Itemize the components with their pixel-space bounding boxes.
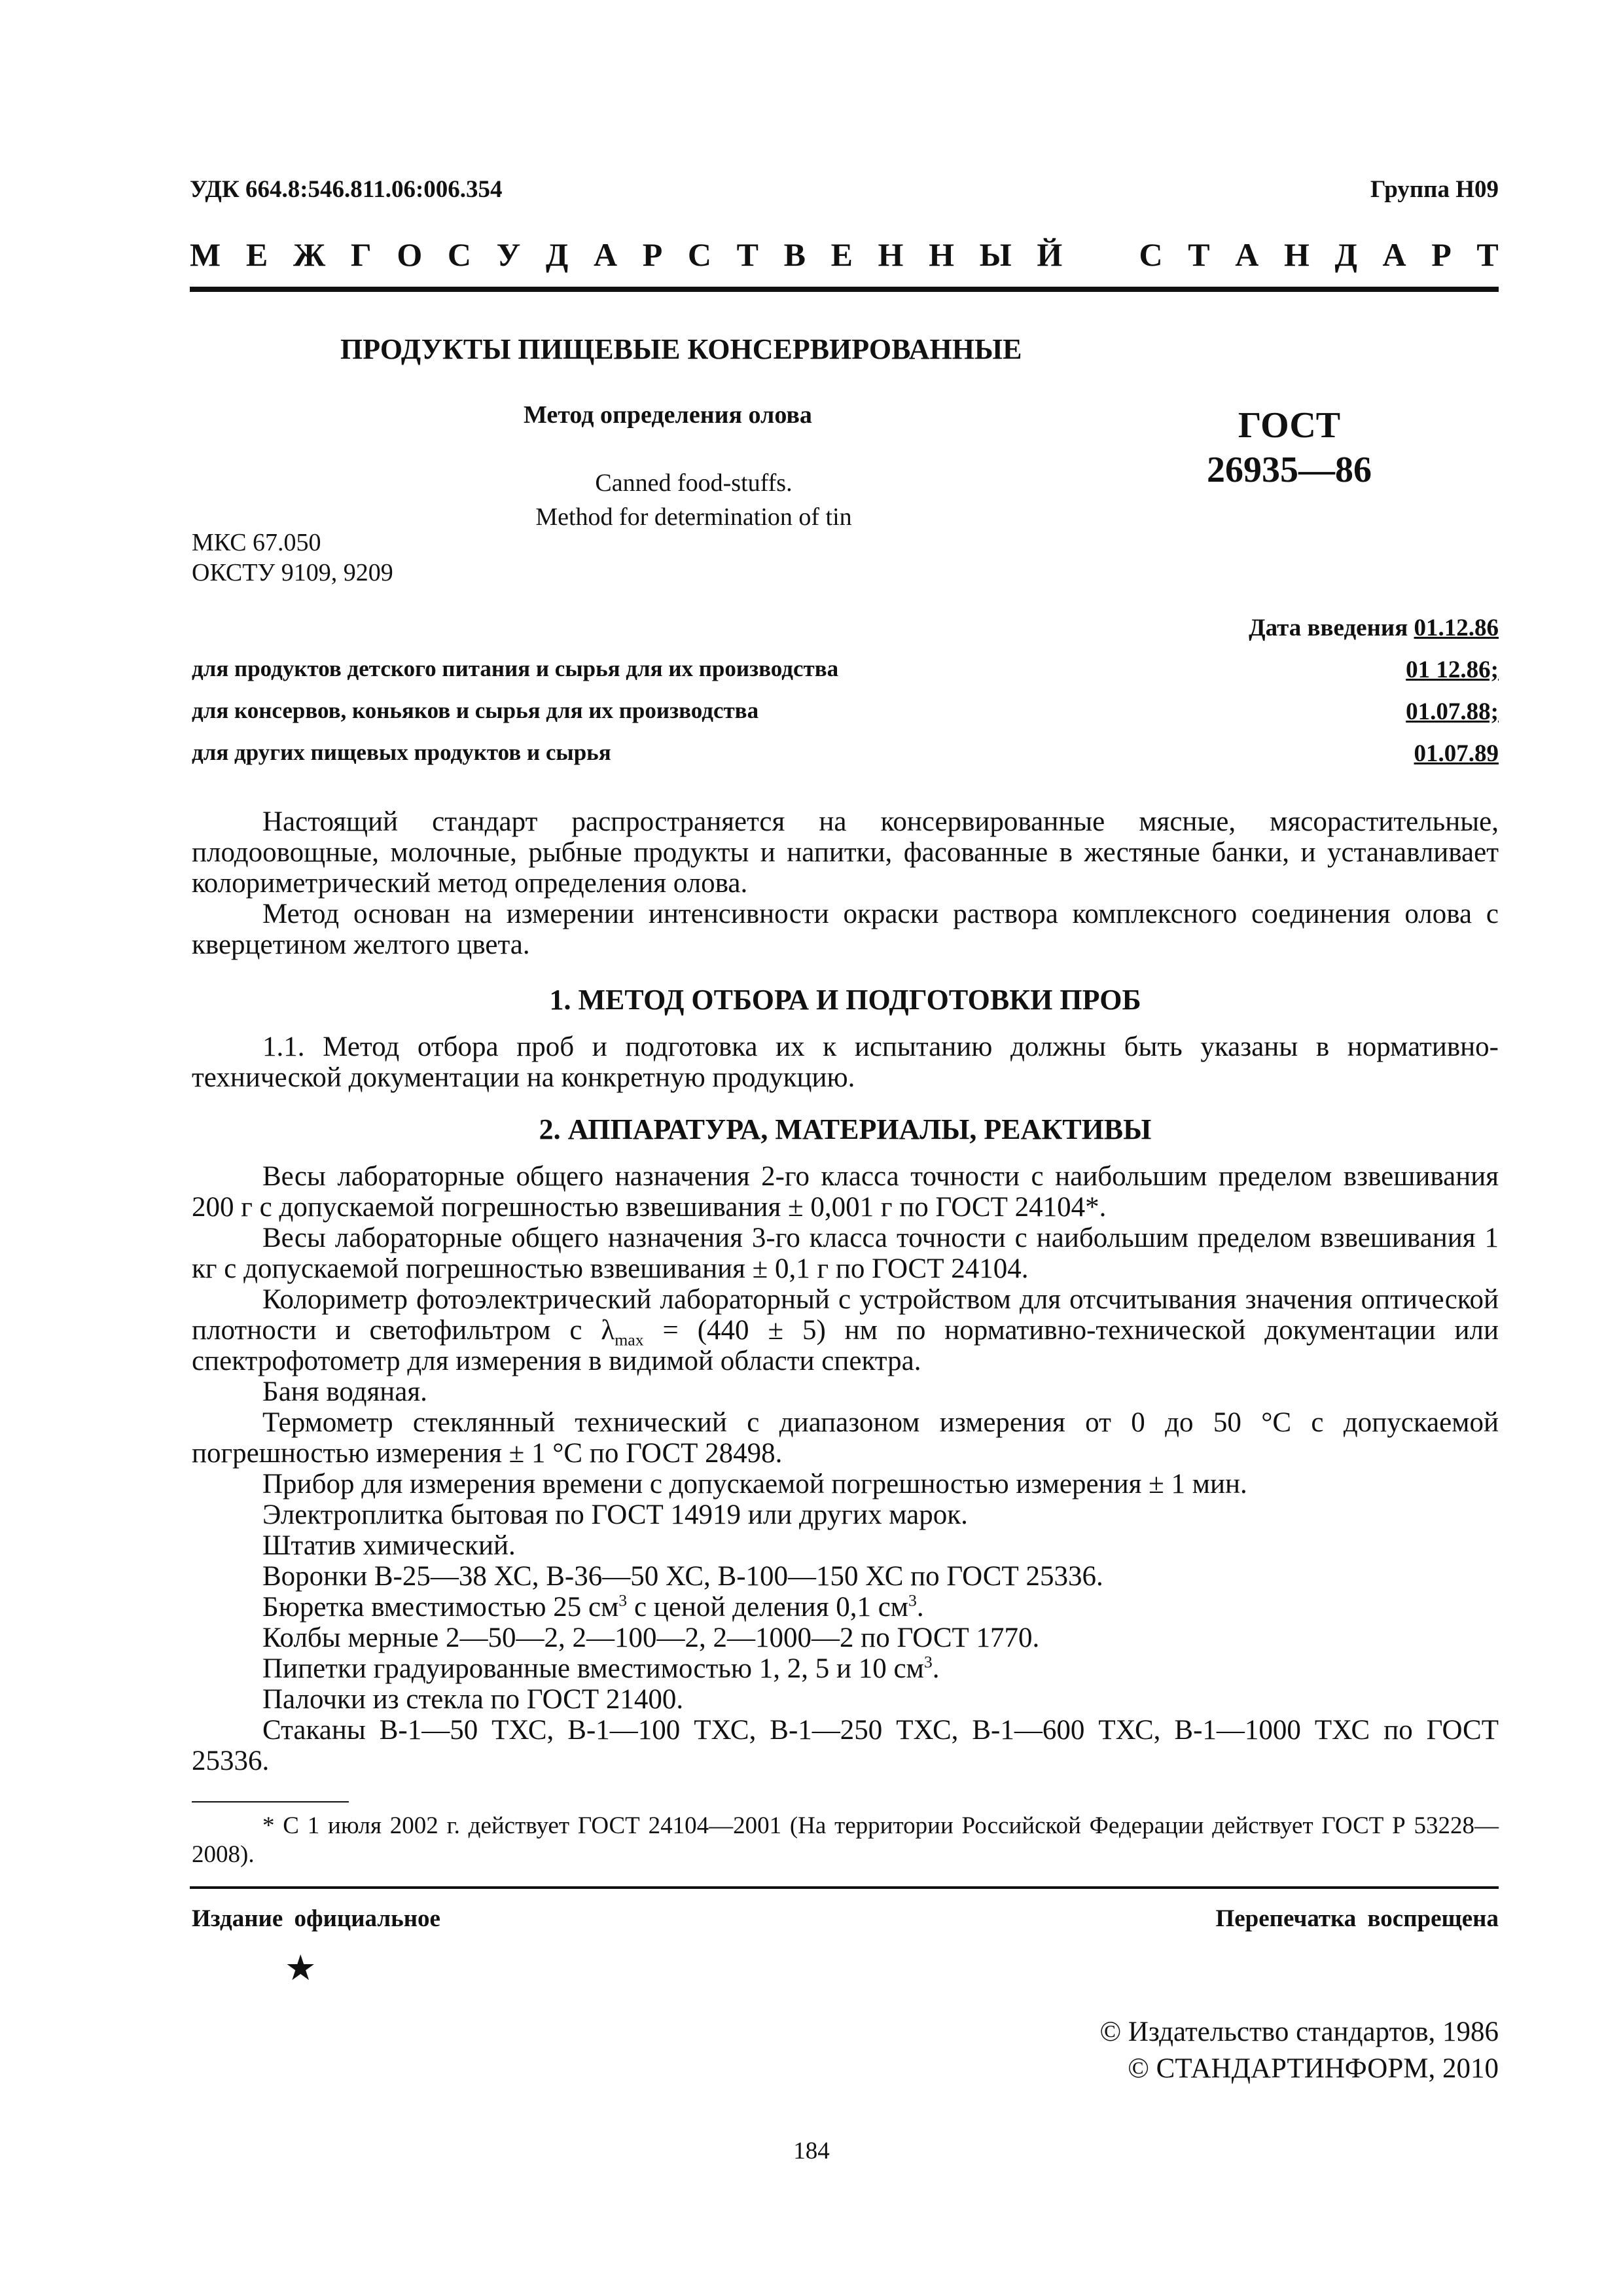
footnote-separator (192, 1801, 349, 1803)
english-title (510, 466, 877, 534)
english-title-line2: Method for determination of tin (535, 503, 852, 531)
date-row (192, 656, 1499, 684)
equipment-item: Воронки В-25—38 ХС, В-36—50 ХС, В-100—150 ХС по ГОСТ 25336. (262, 1561, 1103, 1592)
banner-letter: А (1382, 236, 1406, 273)
banner-letter: У (496, 236, 521, 273)
english-title-line1: Canned food-stuffs. (595, 469, 793, 497)
banner-letter: Р (1431, 236, 1452, 273)
group-code: Группа Н09 (1370, 176, 1499, 203)
banner-letter: Н (929, 236, 954, 273)
equipment-list (192, 1161, 1499, 1776)
reprint-prohibited-label: Перепечатка воспрещена (1215, 1905, 1499, 1932)
banner-letter: С (687, 236, 711, 273)
date-row-value: 01.07.88; (1406, 698, 1499, 725)
banner-letter: Р (642, 236, 663, 273)
date-row-label: для других пищевых продуктов и сырья (192, 740, 611, 765)
lambda-subscript: max (615, 1330, 644, 1350)
copyright-line: © Издательство стандартов, 1986 (1099, 2017, 1499, 2047)
pipettes-text-b: . (932, 1653, 940, 1684)
equipment-item: Баня водяная. (262, 1376, 427, 1407)
superscript-3: 3 (908, 1590, 917, 1610)
banner-letter: Т (736, 236, 758, 273)
banner-letter: А (593, 236, 618, 273)
banner-letter: Е (245, 236, 268, 273)
star-icon: ★ (285, 1948, 317, 1988)
equipment-item (192, 1653, 1499, 1684)
banner-letter: А (1235, 236, 1259, 273)
header-rule (190, 287, 1499, 292)
banner-letter: Т (1188, 236, 1210, 273)
colorimeter-text-a: Колориметр фотоэлектрический лабораторный с устройством для отсчитывания значения оптической плотности и светофильтром с λ (192, 1284, 1499, 1346)
banner-letter: О (397, 236, 423, 273)
section1-heading: 1. МЕТОД ОТБОРА И ПОДГОТОВКИ ПРОБ (549, 984, 1141, 1016)
udk-code: УДК 664.8:546.811.06:006.354 (190, 176, 503, 203)
superscript-3: 3 (923, 1652, 933, 1672)
equipment-item: Электроплитка бытовая по ГОСТ 14919 или других марок. (262, 1499, 968, 1530)
intro-paragraph-method: Метод основан на измерении интенсивности окраски раствора комплексного соединения олова с кверцетином желтого цвета. (192, 899, 1499, 960)
intro-text (192, 806, 1499, 960)
banner-letter: М (190, 236, 221, 273)
superscript-3: 3 (618, 1590, 628, 1610)
footnote: * С 1 июля 2002 г. действует ГОСТ 24104—2001 (На территории Российской Федерации действует ГОСТ Р 53228—2008). (192, 1812, 1499, 1868)
banner-letter: Д (545, 236, 569, 273)
intro-paragraph-scope: Настоящий стандарт распространяется на консервированные мясные, мясорастительные, плодоовощные, молочные, рыбные продукты и напитки, фасованные в жестяные банки, и устанавливает колориметрический метод определения олова. (192, 806, 1499, 899)
date-row-label: для консервов, коньяков и сырья для их производства (192, 698, 759, 723)
section2-heading: 2. АППАРАТУРА, МАТЕРИАЛЫ, РЕАКТИВЫ (539, 1113, 1152, 1145)
classification-codes (192, 528, 584, 588)
date-row-value: 01.07.89 (1414, 740, 1499, 767)
introduction-date-label: Дата введения (1249, 615, 1408, 641)
official-edition-label: Издание официальное (192, 1905, 440, 1932)
equipment-item: Колбы мерные 2—50—2, 2—100—2, 2—1000—2 по ГОСТ 1770. (262, 1623, 1040, 1653)
footer-rule (190, 1886, 1499, 1889)
copyright-line: © СТАНДАРТИНФОРМ, 2010 (1128, 2053, 1499, 2084)
equipment-item: Стаканы В-1—50 ТХС, В-1—100 ТХС, В-1—250 ТХС, В-1—600 ТХС, В-1—1000 ТХС по ГОСТ 25336. (192, 1715, 1499, 1776)
document-title: ПРОДУКТЫ ПИЩЕВЫЕ КОНСЕРВИРОВАННЫЕ (340, 333, 1022, 365)
introduction-date (1249, 614, 1499, 642)
banner-letter: В (783, 236, 806, 273)
equipment-item (192, 1592, 1499, 1623)
gost-designation (1198, 403, 1381, 492)
gost-label: ГОСТ (1238, 405, 1341, 446)
document-subtitle: Метод определения олова (524, 401, 812, 429)
interstate-standard-banner (190, 236, 1499, 274)
date-row-value: 01 12.86; (1406, 656, 1499, 683)
date-row (192, 698, 1499, 726)
introduction-date-value: 01.12.86 (1414, 615, 1499, 641)
banner-letter: Г (350, 236, 372, 273)
equipment-item: Термометр стеклянный технический с диапазоном измерения от 0 до 50 °С с допускаемой погрешностью измерения ± 1 °С по ГОСТ 28498. (192, 1407, 1499, 1469)
burette-text-a: Бюретка вместимостью 25 см (262, 1592, 619, 1623)
colorimeter-text-b: = (440 ± 5) нм по нормативно-технической документации или спектрофотометр для измерения в видимой области спектра. (192, 1315, 1499, 1376)
section1-paragraph: 1.1. Метод отбора проб и подготовка их к испытанию должны быть указаны в нормативно-технической документации на конкретную продукцию. (192, 1031, 1499, 1093)
equipment-item: Весы лабораторные общего назначения 3-го класса точности с наибольшим пределом взвешивания 1 кг с допускаемой погрешностью взвешивания ± 0,1 г по ГОСТ 24104. (192, 1223, 1499, 1284)
page-number: 184 (793, 2138, 830, 2164)
equipment-item: Штатив химический. (262, 1530, 516, 1561)
date-row (192, 740, 1499, 768)
banner-letter: Н (878, 236, 904, 273)
equipment-item: Прибор для измерения времени с допускаемой погрешностью измерения ± 1 мин. (262, 1469, 1247, 1499)
mks-code: МКС 67.050 (192, 529, 321, 556)
burette-text-c: . (916, 1592, 924, 1623)
banner-letter: Д (1334, 236, 1357, 273)
banner-letter: Н (1283, 236, 1310, 273)
equipment-item: Весы лабораторные общего назначения 2-го класса точности с наибольшим пределом взвешивания 200 г с допускаемой погрешностью взвешивания ± 0,001 г по ГОСТ 24104*. (192, 1161, 1499, 1223)
banner-letter: С (1139, 236, 1163, 273)
banner-letter: Ы (979, 236, 1012, 273)
banner-letter: Й (1037, 236, 1063, 273)
banner-letter: С (447, 236, 471, 273)
banner-gap (1088, 236, 1114, 274)
date-row-label: для продуктов детского питания и сырья для их производства (192, 656, 839, 681)
banner-letter: Т (1476, 236, 1499, 273)
equipment-item: Палочки из стекла по ГОСТ 21400. (262, 1684, 684, 1715)
gost-number: 26935—86 (1207, 450, 1372, 490)
okstu-code: ОКСТУ 9109, 9209 (192, 559, 393, 586)
equipment-item (192, 1284, 1499, 1376)
section1-text (192, 1031, 1499, 1093)
banner-letter: Ж (293, 236, 326, 273)
burette-text-b: с ценой деления 0,1 см (627, 1592, 909, 1623)
banner-letter: Е (830, 236, 853, 273)
pipettes-text-a: Пипетки градуированные вместимостью 1, 2, 5 и 10 см (262, 1653, 924, 1684)
